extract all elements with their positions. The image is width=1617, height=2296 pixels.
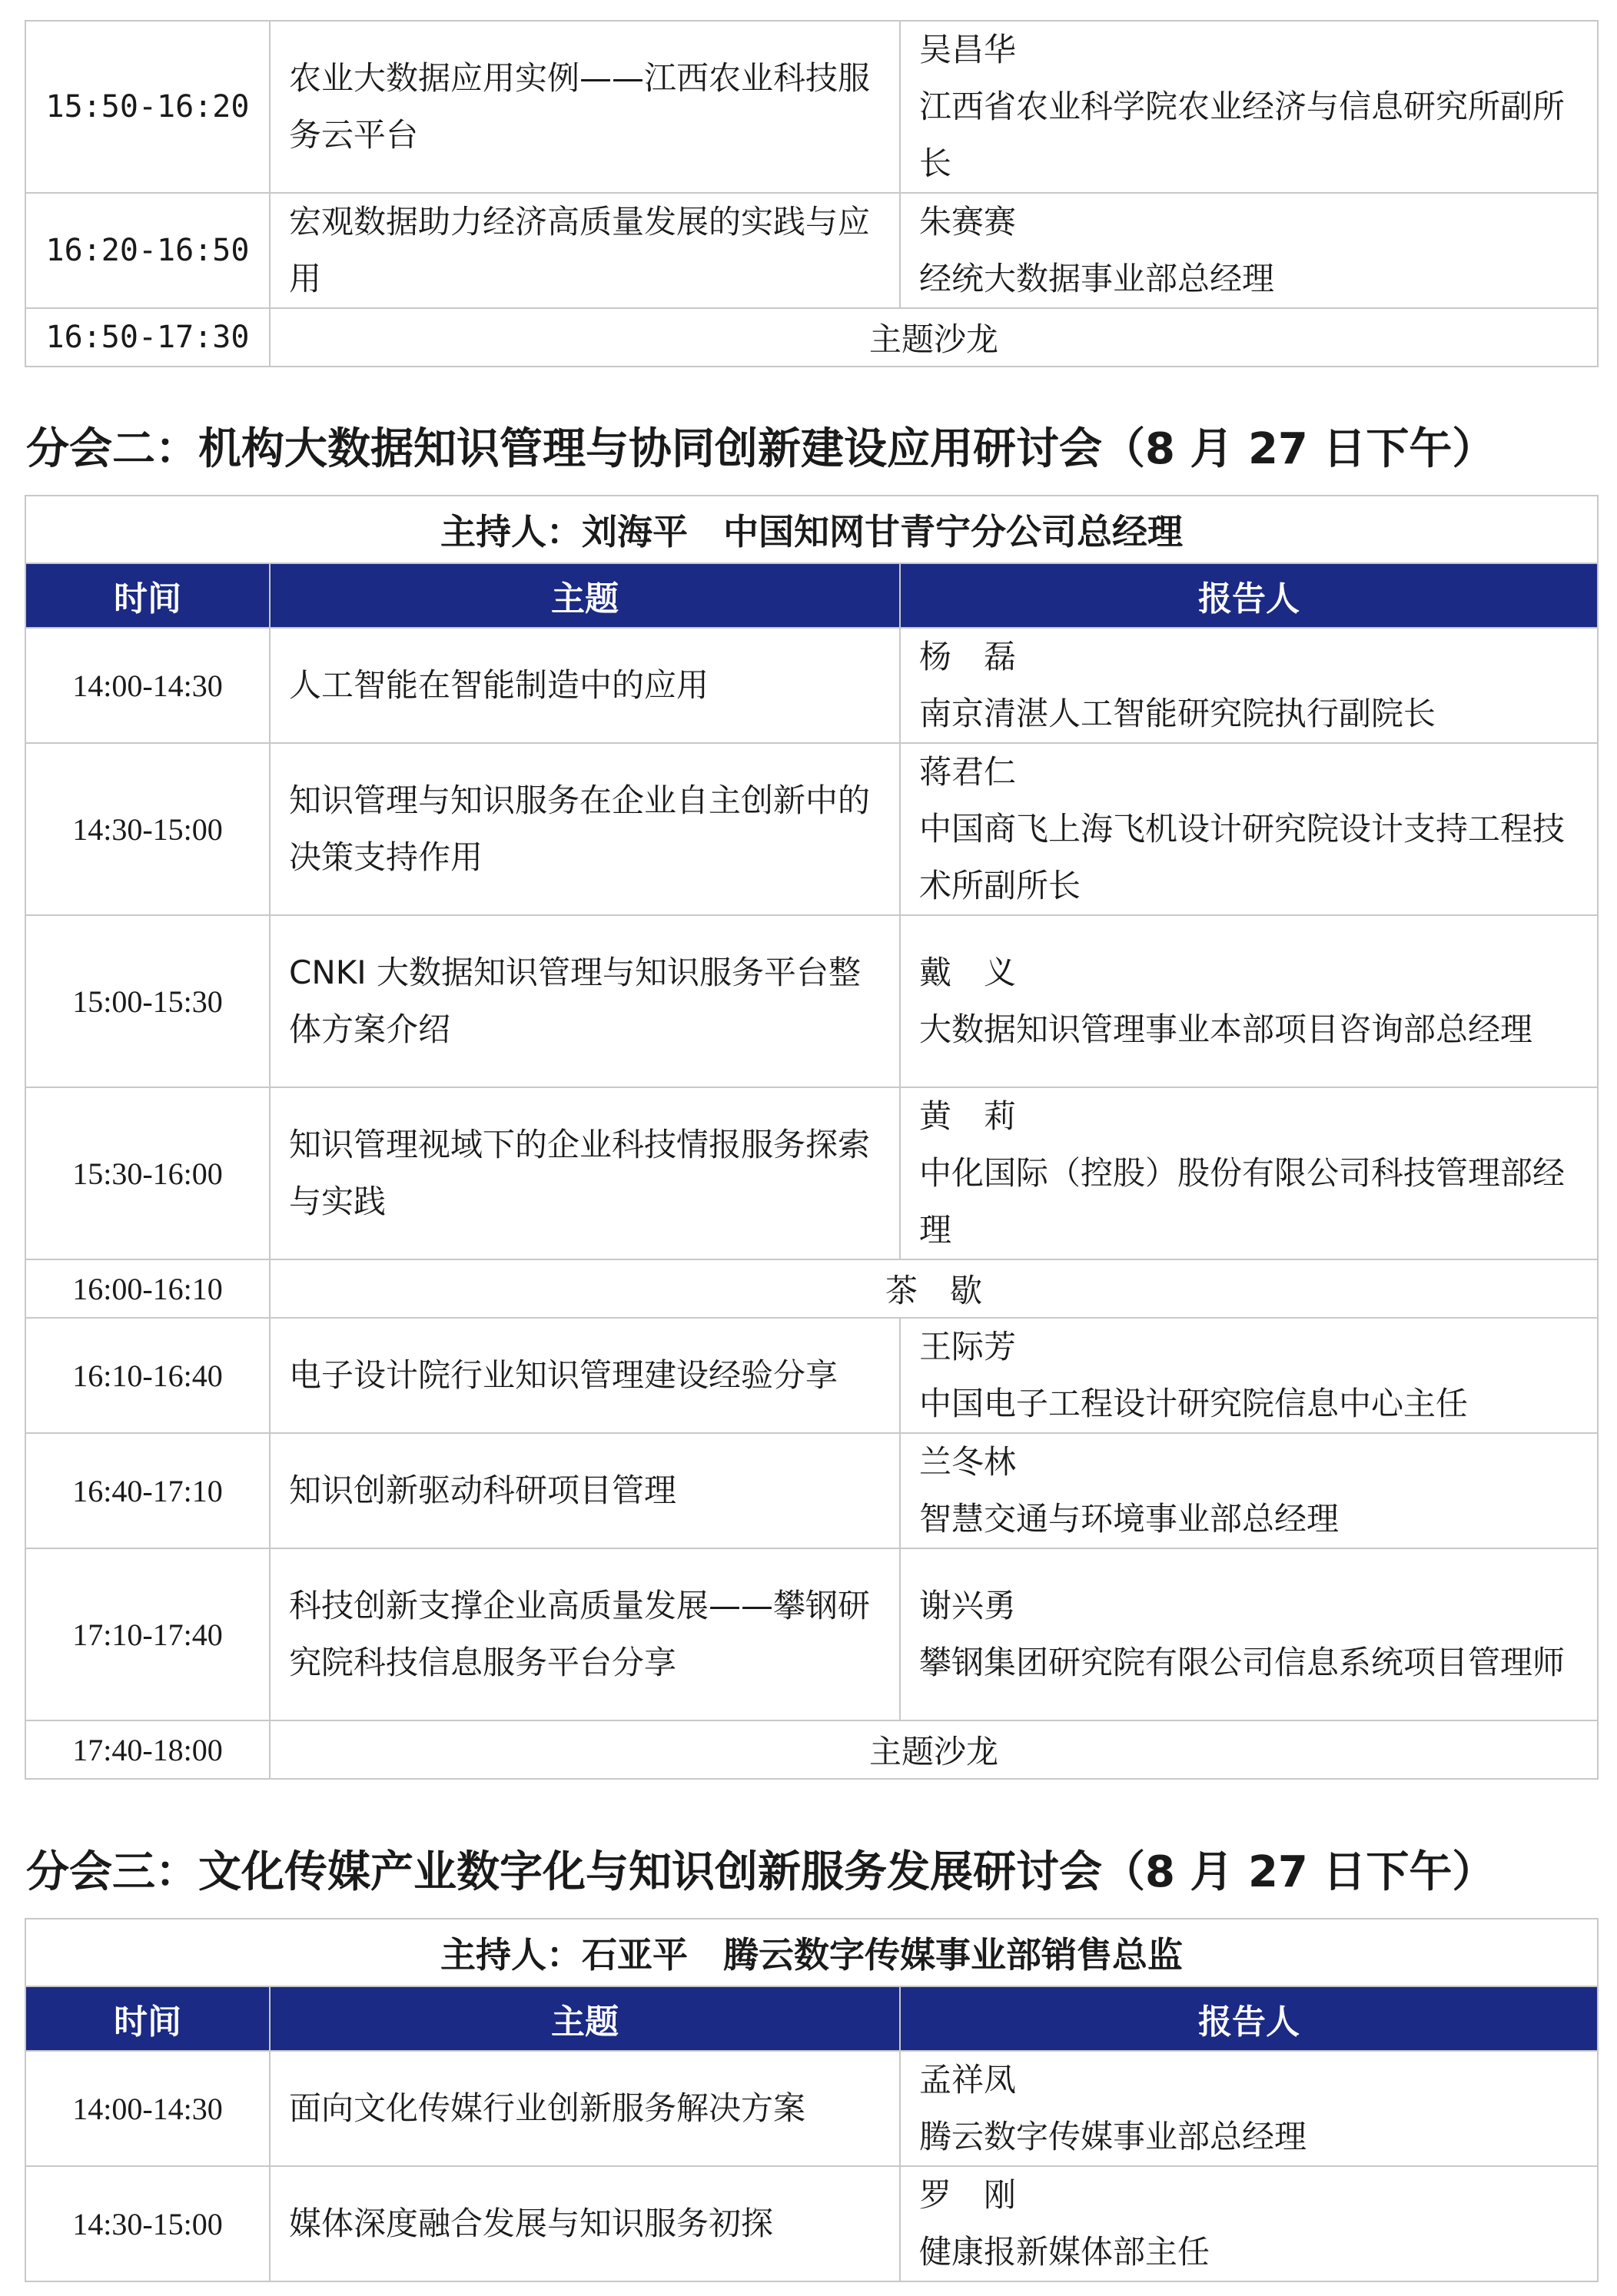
topic-cell: 媒体深度融合发展与知识服务初探 bbox=[270, 2166, 900, 2281]
speaker-cell bbox=[900, 628, 1598, 743]
time-cell: 14:00-14:30 bbox=[25, 628, 270, 743]
table-row bbox=[25, 915, 1598, 1087]
speaker-name: 戴 义 bbox=[919, 954, 1017, 991]
time-cell: 16:00-16:10 bbox=[25, 1259, 270, 1318]
topic-cell: 知识管理视域下的企业科技情报服务探索与实践 bbox=[270, 1087, 900, 1259]
time-cell: 15:30-16:00 bbox=[25, 1087, 270, 1259]
table-row bbox=[25, 1433, 1598, 1548]
speaker-title: 经统大数据事业部总经理 bbox=[919, 260, 1275, 297]
header-time: 时间 bbox=[25, 563, 270, 628]
session3-table bbox=[25, 1918, 1599, 2282]
speaker-cell bbox=[900, 21, 1598, 193]
host-row bbox=[25, 496, 1598, 563]
time-cell: 14:30-15:00 bbox=[25, 2166, 270, 2281]
speaker-cell bbox=[900, 1433, 1598, 1548]
host-cell: 主持人：石亚平 腾云数字传媒事业部销售总监 bbox=[25, 1919, 1598, 1986]
speaker-cell bbox=[900, 1318, 1598, 1433]
session2-table bbox=[25, 495, 1599, 1780]
time-cell: 14:30-15:00 bbox=[25, 743, 270, 915]
speaker-cell bbox=[900, 915, 1598, 1087]
salon-cell: 主题沙龙 bbox=[270, 308, 1598, 367]
speaker-cell bbox=[900, 743, 1598, 915]
speaker-title: 中化国际（控股）股份有限公司科技管理部经理 bbox=[919, 1154, 1566, 1249]
time-cell: 14:00-14:30 bbox=[25, 2051, 270, 2166]
table-row bbox=[25, 743, 1598, 915]
salon-cell: 主题沙龙 bbox=[270, 1720, 1598, 1779]
topic-cell: 知识管理与知识服务在企业自主创新中的决策支持作用 bbox=[270, 743, 900, 915]
time-cell: 17:10-17:40 bbox=[25, 1548, 270, 1720]
speaker-name: 吴昌华 bbox=[919, 31, 1017, 68]
speaker-cell bbox=[900, 1087, 1598, 1259]
header-topic: 主题 bbox=[270, 1986, 900, 2051]
table-row bbox=[25, 21, 1598, 193]
speaker-cell bbox=[900, 1548, 1598, 1720]
topic-cell: CNKI 大数据知识管理与知识服务平台整体方案介绍 bbox=[270, 915, 900, 1087]
speaker-title: 大数据知识管理事业本部项目咨询部总经理 bbox=[919, 1010, 1533, 1048]
speaker-name: 蒋君仁 bbox=[919, 753, 1017, 791]
header-row bbox=[25, 563, 1598, 628]
speaker-name: 杨 磊 bbox=[919, 638, 1017, 675]
host-row bbox=[25, 1919, 1598, 1986]
speaker-title: 南京清湛人工智能研究院执行副院长 bbox=[919, 695, 1436, 732]
topic-cell: 知识创新驱动科研项目管理 bbox=[270, 1433, 900, 1548]
table-row-salon bbox=[25, 1720, 1598, 1779]
header-row bbox=[25, 1986, 1598, 2051]
table-row bbox=[25, 2051, 1598, 2166]
time-cell: 16:50-17:30 bbox=[25, 308, 270, 367]
topic-cell: 科技创新支撑企业高质量发展——攀钢研究院科技信息服务平台分享 bbox=[270, 1548, 900, 1720]
topic-cell: 面向文化传媒行业创新服务解决方案 bbox=[270, 2051, 900, 2166]
topic-cell: 农业大数据应用实例——江西农业科技服务云平台 bbox=[270, 21, 900, 193]
speaker-cell bbox=[900, 2166, 1598, 2281]
host-cell: 主持人：刘海平 中国知网甘青宁分公司总经理 bbox=[25, 496, 1598, 563]
speaker-title: 腾云数字传媒事业部总经理 bbox=[919, 2118, 1307, 2155]
table-row bbox=[25, 628, 1598, 743]
speaker-name: 王际芳 bbox=[919, 1328, 1017, 1365]
speaker-title: 中国商飞上海飞机设计研究院设计支持工程技术所副所长 bbox=[919, 810, 1566, 904]
header-speaker: 报告人 bbox=[900, 563, 1598, 628]
table-row-break bbox=[25, 1259, 1598, 1318]
speaker-cell bbox=[900, 2051, 1598, 2166]
header-time: 时间 bbox=[25, 1986, 270, 2051]
topic-cell: 人工智能在智能制造中的应用 bbox=[270, 628, 900, 743]
speaker-title: 中国电子工程设计研究院信息中心主任 bbox=[919, 1385, 1469, 1422]
topic-cell: 电子设计院行业知识管理建设经验分享 bbox=[270, 1318, 900, 1433]
table-row bbox=[25, 1548, 1598, 1720]
time-cell: 15:50-16:20 bbox=[25, 21, 270, 193]
speaker-title: 健康报新媒体部主任 bbox=[919, 2233, 1210, 2271]
speaker-name: 兰冬林 bbox=[919, 1443, 1017, 1481]
speaker-name: 孟祥凤 bbox=[919, 2061, 1017, 2099]
session2-title: 分会二：机构大数据知识管理与协同创新建设应用研讨会（8 月 27 日下午） bbox=[26, 424, 1496, 474]
time-cell: 16:40-17:10 bbox=[25, 1433, 270, 1548]
table-row bbox=[25, 193, 1598, 308]
speaker-name: 罗 刚 bbox=[919, 2176, 1017, 2214]
speaker-title: 攀钢集团研究院有限公司信息系统项目管理师 bbox=[919, 1644, 1566, 1681]
time-cell: 15:00-15:30 bbox=[25, 915, 270, 1087]
time-cell: 16:20-16:50 bbox=[25, 193, 270, 308]
break-cell: 茶 歇 bbox=[270, 1259, 1598, 1318]
speaker-name: 谢兴勇 bbox=[919, 1587, 1017, 1624]
speaker-cell bbox=[900, 193, 1598, 308]
table-row bbox=[25, 1318, 1598, 1433]
speaker-title: 江西省农业科学院农业经济与信息研究所副所长 bbox=[919, 88, 1566, 182]
session3-title: 分会三：文化传媒产业数字化与知识创新服务发展研讨会（8 月 27 日下午） bbox=[26, 1847, 1496, 1897]
table-row-salon bbox=[25, 308, 1598, 367]
header-speaker: 报告人 bbox=[900, 1986, 1598, 2051]
topic-cell: 宏观数据助力经济高质量发展的实践与应用 bbox=[270, 193, 900, 308]
time-cell: 16:10-16:40 bbox=[25, 1318, 270, 1433]
header-topic: 主题 bbox=[270, 563, 900, 628]
speaker-title: 智慧交通与环境事业部总经理 bbox=[919, 1500, 1340, 1538]
speaker-name: 朱赛赛 bbox=[919, 203, 1017, 241]
schedule-table-continued bbox=[25, 20, 1599, 367]
table-row bbox=[25, 1087, 1598, 1259]
table-row bbox=[25, 2166, 1598, 2281]
time-cell: 17:40-18:00 bbox=[25, 1720, 270, 1779]
speaker-name: 黄 莉 bbox=[919, 1097, 1017, 1135]
